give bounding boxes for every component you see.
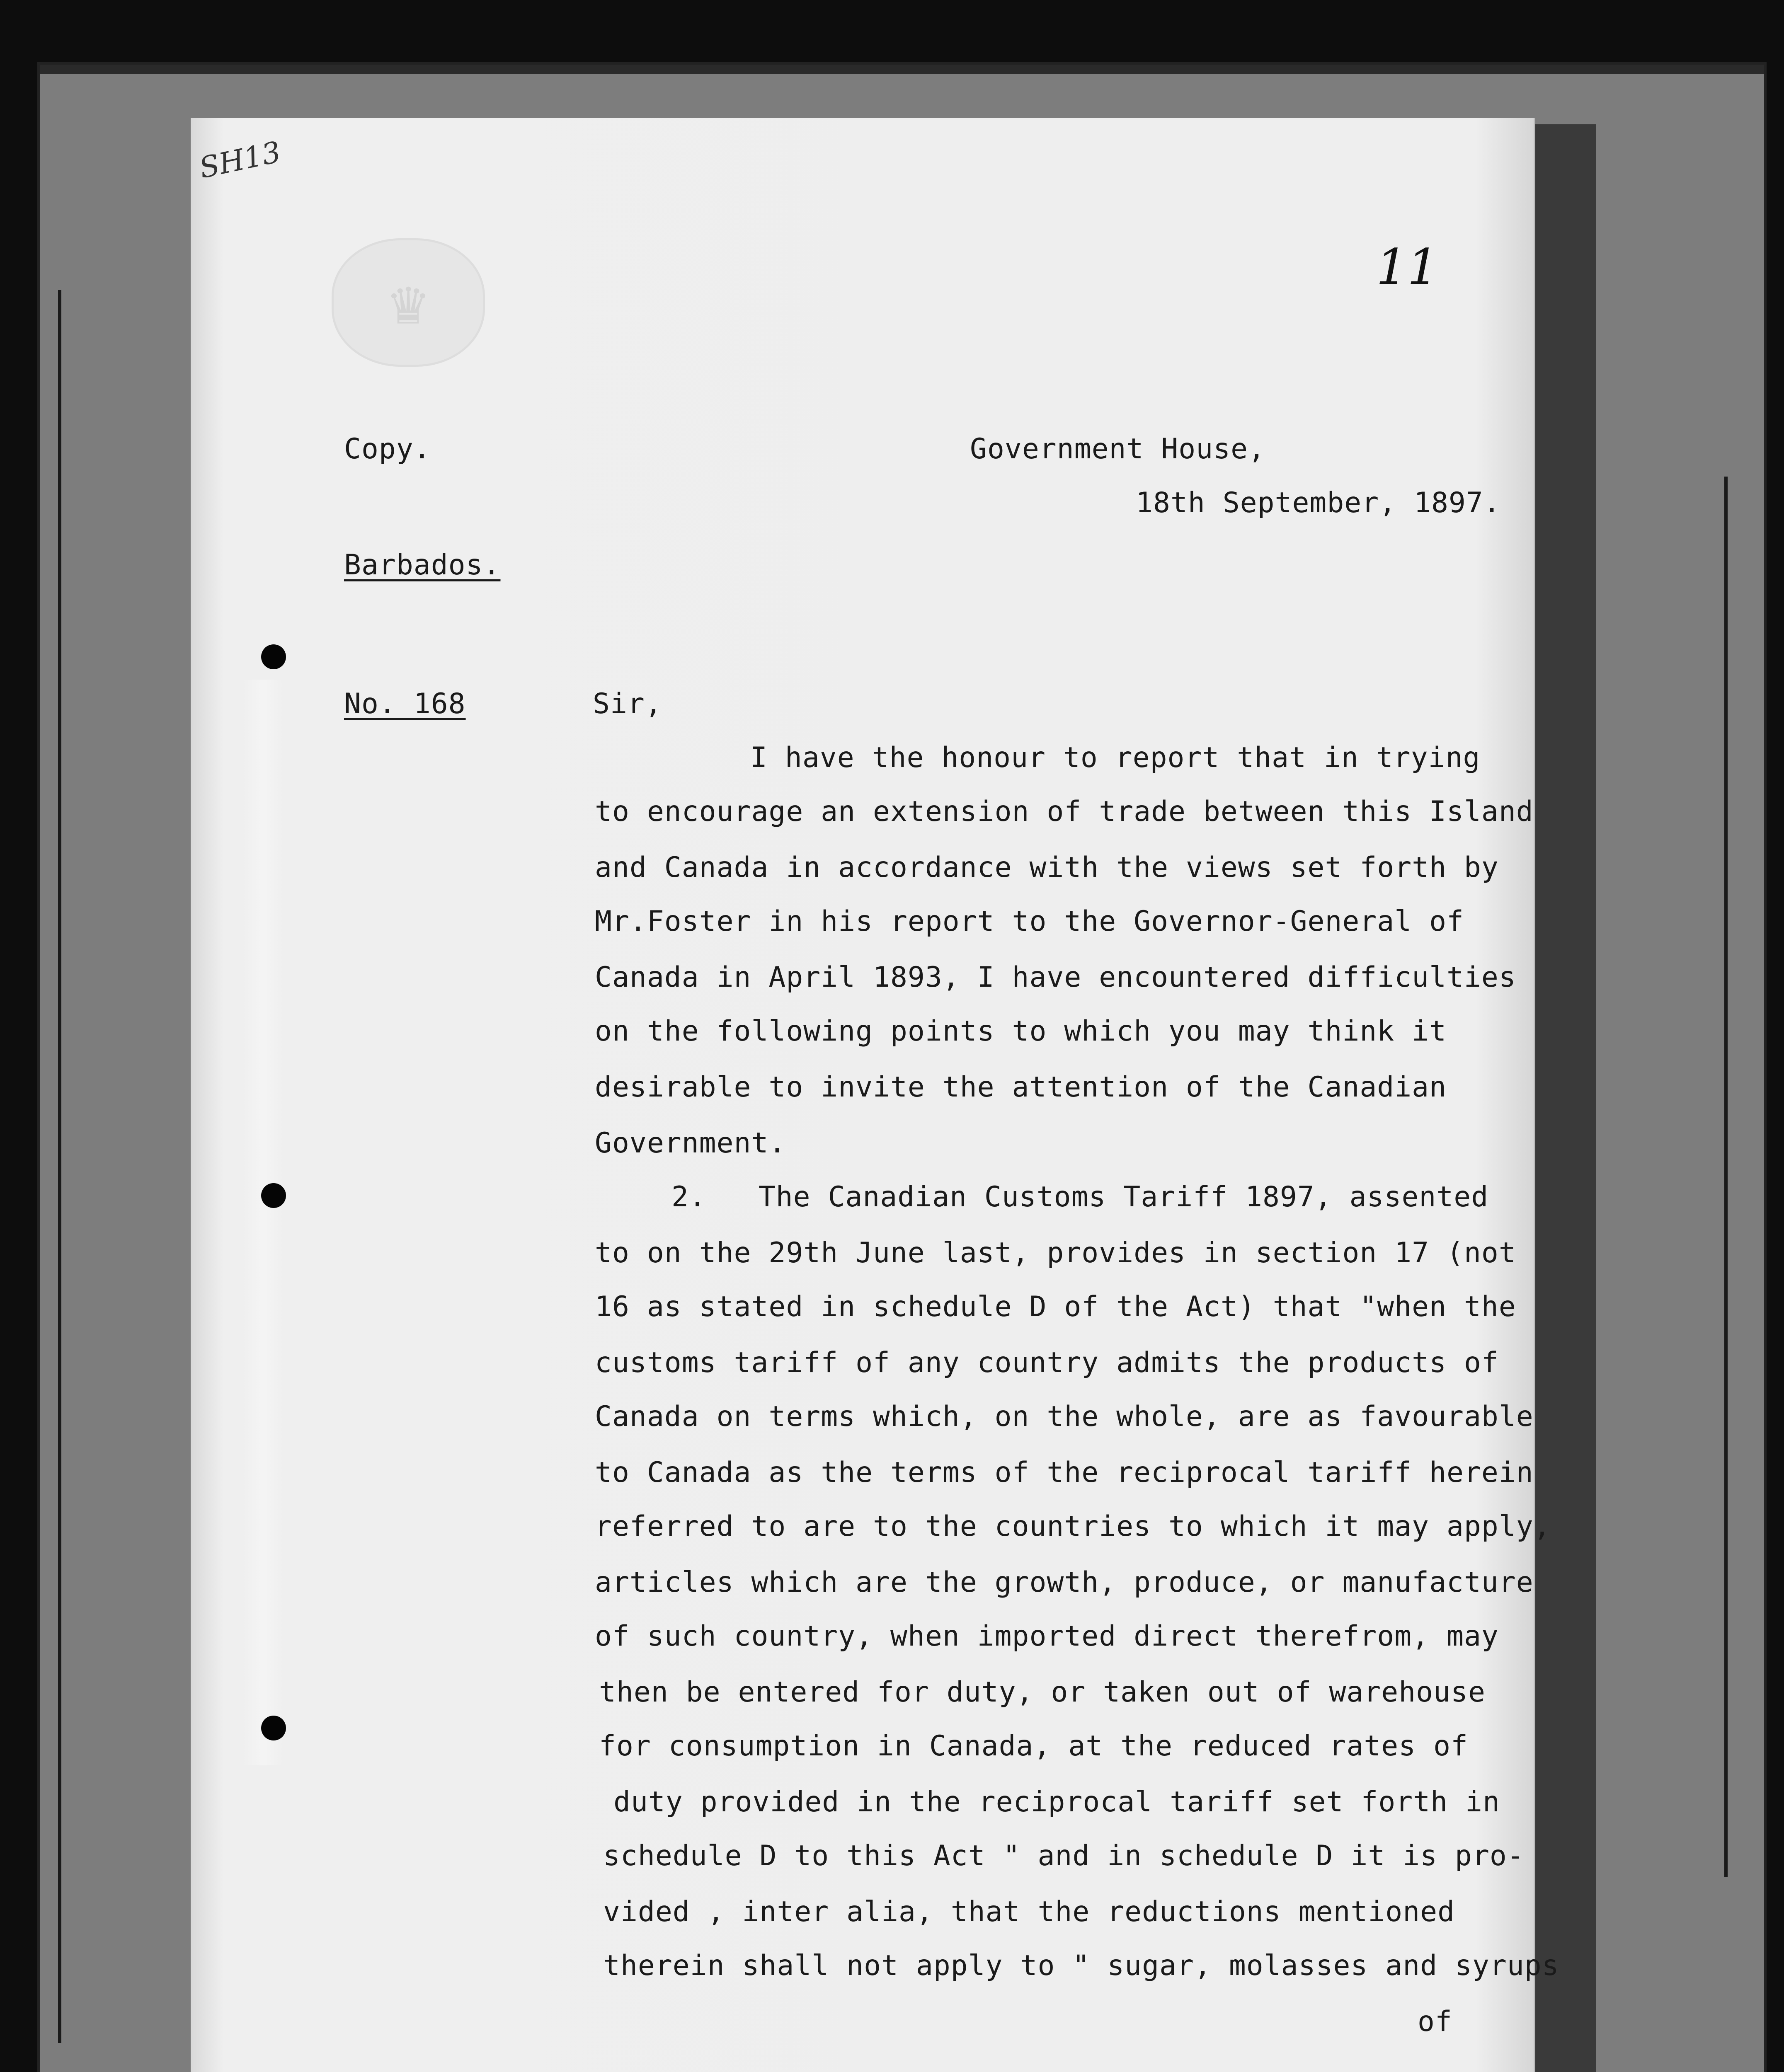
body-line: therein shall not apply to " sugar, molasses and syrups — [603, 1949, 1559, 1982]
punch-hole — [261, 644, 286, 669]
body-line: to Canada as the terms of the reciprocal tariff herein — [595, 1456, 1534, 1489]
body-line: duty provided in the reciprocal tariff set forth in — [613, 1786, 1500, 1818]
body-line: Mr.Foster in his report to the Governor-General of — [595, 905, 1464, 938]
frame-line-left — [58, 290, 61, 2043]
body-line: 2. The Canadian Customs Tariff 1897, assented — [671, 1181, 1489, 1213]
embossed-seal-icon: ♛ — [332, 238, 485, 367]
body-line: schedule D to this Act " and in schedule D it is pro- — [603, 1840, 1525, 1872]
dispatch-number: No. 168 — [344, 687, 466, 720]
body-line: to encourage an extension of trade between this Island — [595, 795, 1534, 828]
body-line: I have the honour to report that in trying — [750, 741, 1481, 774]
body-line: Government. — [595, 1127, 786, 1159]
body-line: then be entered for duty, or taken out of warehouse — [599, 1676, 1486, 1709]
copy-label: Copy. — [344, 433, 431, 465]
letter-date: 18th September, 1897. — [1136, 487, 1501, 519]
salutation: Sir, — [593, 687, 662, 720]
folio-number: 11 — [1376, 238, 1439, 295]
body-line: referred to are to the countries to which it may apply, — [595, 1510, 1551, 1543]
frame-top-rule — [40, 65, 1764, 74]
punch-hole — [261, 1183, 286, 1208]
frame-tick-right — [1542, 0, 1546, 62]
body-line: and Canada in accordance with the views set forth by — [595, 851, 1499, 884]
punch-hole — [261, 1716, 286, 1740]
body-line: on the following points to which you may think it — [595, 1015, 1447, 1048]
body-line: of such country, when imported direct therefrom, may — [595, 1620, 1499, 1653]
body-line: Canada on terms which, on the whole, are as favourable — [595, 1400, 1534, 1433]
body-line: articles which are the growth, produce, or manufacture — [595, 1566, 1534, 1599]
page-shadow — [1529, 124, 1596, 2072]
frame-line-right — [1724, 477, 1728, 1877]
body-line: to on the 29th June last, provides in section 17 (not — [595, 1237, 1516, 1269]
pencil-annotation: SH13 — [196, 135, 284, 185]
colony-name: Barbados. — [344, 549, 501, 581]
sender-address: Government House, — [970, 433, 1265, 465]
binding-strip — [242, 680, 284, 1765]
catchword: of — [1418, 2005, 1452, 2038]
body-line: 16 as stated in schedule D of the Act) that "when the — [595, 1290, 1516, 1323]
body-line: for consumption in Canada, at the reduced rates of — [599, 1730, 1468, 1762]
body-line: customs tariff of any country admits the products of — [595, 1346, 1499, 1379]
body-line: vided , inter alia, that the reductions mentioned — [603, 1895, 1455, 1928]
frame-tick-left — [220, 0, 224, 62]
body-line: desirable to invite the attention of the Canadian — [595, 1071, 1447, 1104]
letter-page — [191, 118, 1559, 2072]
body-line: Canada in April 1893, I have encountered difficulties — [595, 961, 1516, 994]
